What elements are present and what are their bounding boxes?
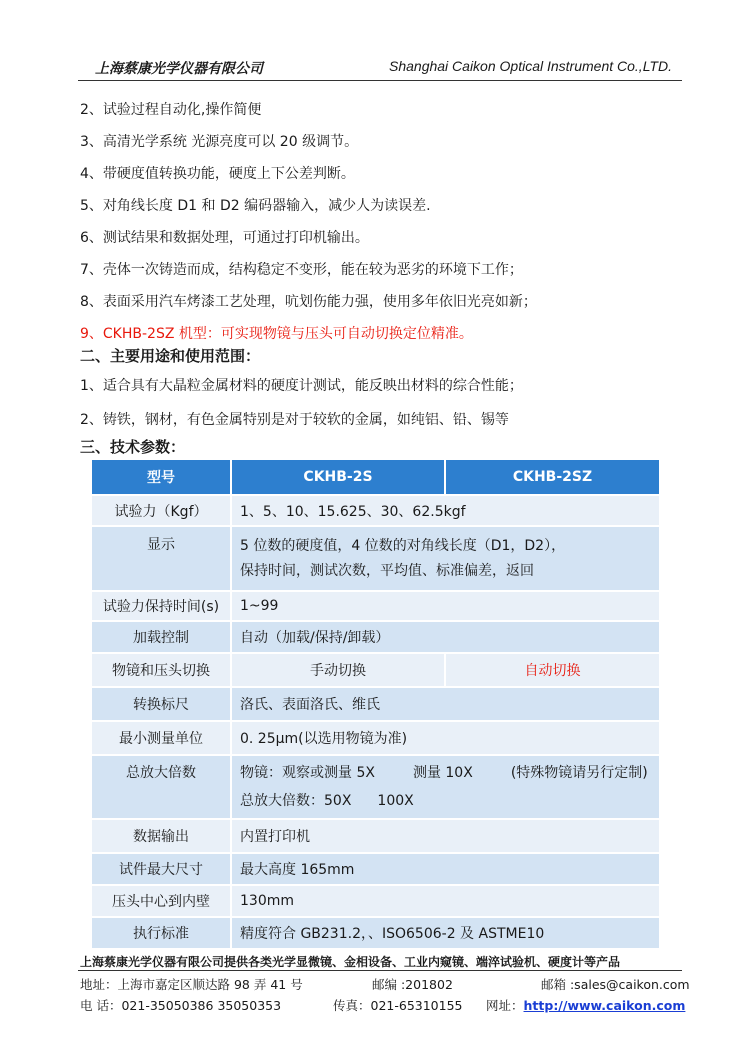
table-row [91,721,660,755]
table-row [91,885,660,917]
footer-website-link[interactable]: http://www.caikon.com [523,998,686,1013]
feature-item: 2、试验过程自动化,操作简便 [80,102,262,118]
section-title-params: 三、技术参数： [80,438,186,456]
feature-item: 3、高清光学系统 光源亮度可以 20 级调节。 [80,134,359,150]
table-header-ckhb-2s: CKHB-2S [231,459,445,495]
row-value: 1、5、10、15.625、30、62.5kgf [231,495,660,526]
row-value: 1~99 [231,591,660,621]
footer-address: 地址：上海市嘉定区顺达路 98 弄 41 号 [80,977,303,992]
row-label: 数据输出 [91,819,231,853]
row-label: 转换标尺 [91,687,231,721]
table-row [91,495,660,526]
footer-divider [78,970,682,971]
header-divider [78,80,682,81]
row-value: 内置打印机 [231,819,660,853]
magnification-measure: 测量 10X [412,765,473,781]
table-header-ckhb-2sz: CKHB-2SZ [445,459,660,495]
row-label: 压头中心到内壁 [91,885,231,917]
row-value: 洛氏、表面洛氏、维氏 [231,687,660,721]
uses-item: 2、铸铁，钢材，有色金属特别是对于较软的金属，如纯铝、铅、锡等 [80,412,509,428]
table-row [91,621,660,653]
header-company-en: Shanghai Caikon Optical Instrument Co.,LTD. [389,58,672,74]
feature-item: 5、对角线长度 D1 和 D2 编码器输入，减少人为读误差. [80,198,431,214]
row-label: 试验力保持时间(s) [91,591,231,621]
magnification-observe: 物镜：观察或测量 5X [240,765,375,781]
footer-phone: 电 话：021-35050386 35050353 [80,998,282,1013]
uses-item: 1、适合具有大晶粒金属材料的硬度计测试，能反映出材料的综合性能； [80,378,523,394]
row-value [231,755,660,819]
row-label: 试件最大尺寸 [91,853,231,885]
footer-website [486,996,685,1014]
magnification-note: (特殊物镜请另行定制) [510,765,648,781]
table-header-model: 型号 [91,459,231,495]
footer-website-label: 网址： [486,998,524,1013]
section-title-uses: 二、主要用途和使用范围： [80,347,261,365]
table-header-row [91,459,660,495]
row-value-line [240,759,651,787]
header-company-cn: 上海蔡康光学仪器有限公司 [95,61,263,77]
feature-list [80,96,680,352]
row-label: 物镜和压头切换 [91,653,231,687]
row-value: 最大高度 165mm [231,853,660,885]
row-value-line: 5 位数的硬度值，4 位数的对角线长度（D1，D2）， [240,537,566,554]
table-row [91,526,660,591]
row-value [231,526,660,591]
spec-table [90,458,661,950]
row-label: 显示 [91,526,231,591]
table-row [91,755,660,819]
row-label: 加载控制 [91,621,231,653]
row-value-2sz: 自动切换 [445,653,660,687]
feature-item: 4、带硬度值转换功能，硬度上下公差判断。 [80,166,355,182]
magnification-total-alt: 100X [377,793,414,809]
table-row [91,819,660,853]
table-row [91,687,660,721]
row-value: 自动（加载/保持/卸载） [231,621,660,653]
row-value: 130mm [231,885,660,917]
feature-item: 6、测试结果和数据处理，可通过打印机输出。 [80,230,369,246]
row-value: 精度符合 GB231.2，、ISO6506-2 及 ASTME10 [231,917,660,949]
magnification-total: 总放大倍数：50X [240,793,352,809]
footer-postcode: 邮编 :201802 [372,977,453,992]
row-value-2s: 手动切换 [231,653,445,687]
table-row [91,653,660,687]
row-label: 最小测量单位 [91,721,231,755]
footer-slogan: 上海蔡康光学仪器有限公司提供各类光学显微镜、金相设备、工业内窥镜、端淬试验机、硬度计等产品 [80,955,621,969]
row-label: 总放大倍数 [91,755,231,819]
table-row [91,591,660,621]
feature-item-highlight: 9、CKHB-2SZ 机型：可实现物镜与压头可自动切换定位精准。 [80,326,473,342]
feature-item: 7、壳体一次铸造而成，结构稳定不变形，能在较为恶劣的环境下工作； [80,262,523,278]
feature-item: 8、表面采用汽车烤漆工艺处理，吭划伤能力强，使用多年依旧光亮如新； [80,294,537,310]
table-row [91,917,660,949]
row-label: 试验力（Kgf） [91,495,231,526]
footer-fax: 传真：021-65310155 [333,998,463,1013]
row-value: 0. 25μm(以选用物镜为准) [231,721,660,755]
row-value-line [240,787,651,815]
row-value-line: 保持时间，测试次数，平均值、标准偏差，返回 [240,562,534,579]
table-row [91,853,660,885]
uses-list [80,372,680,440]
footer-email: 邮箱 :sales@caikon.com [541,977,690,992]
row-label: 执行标准 [91,917,231,949]
